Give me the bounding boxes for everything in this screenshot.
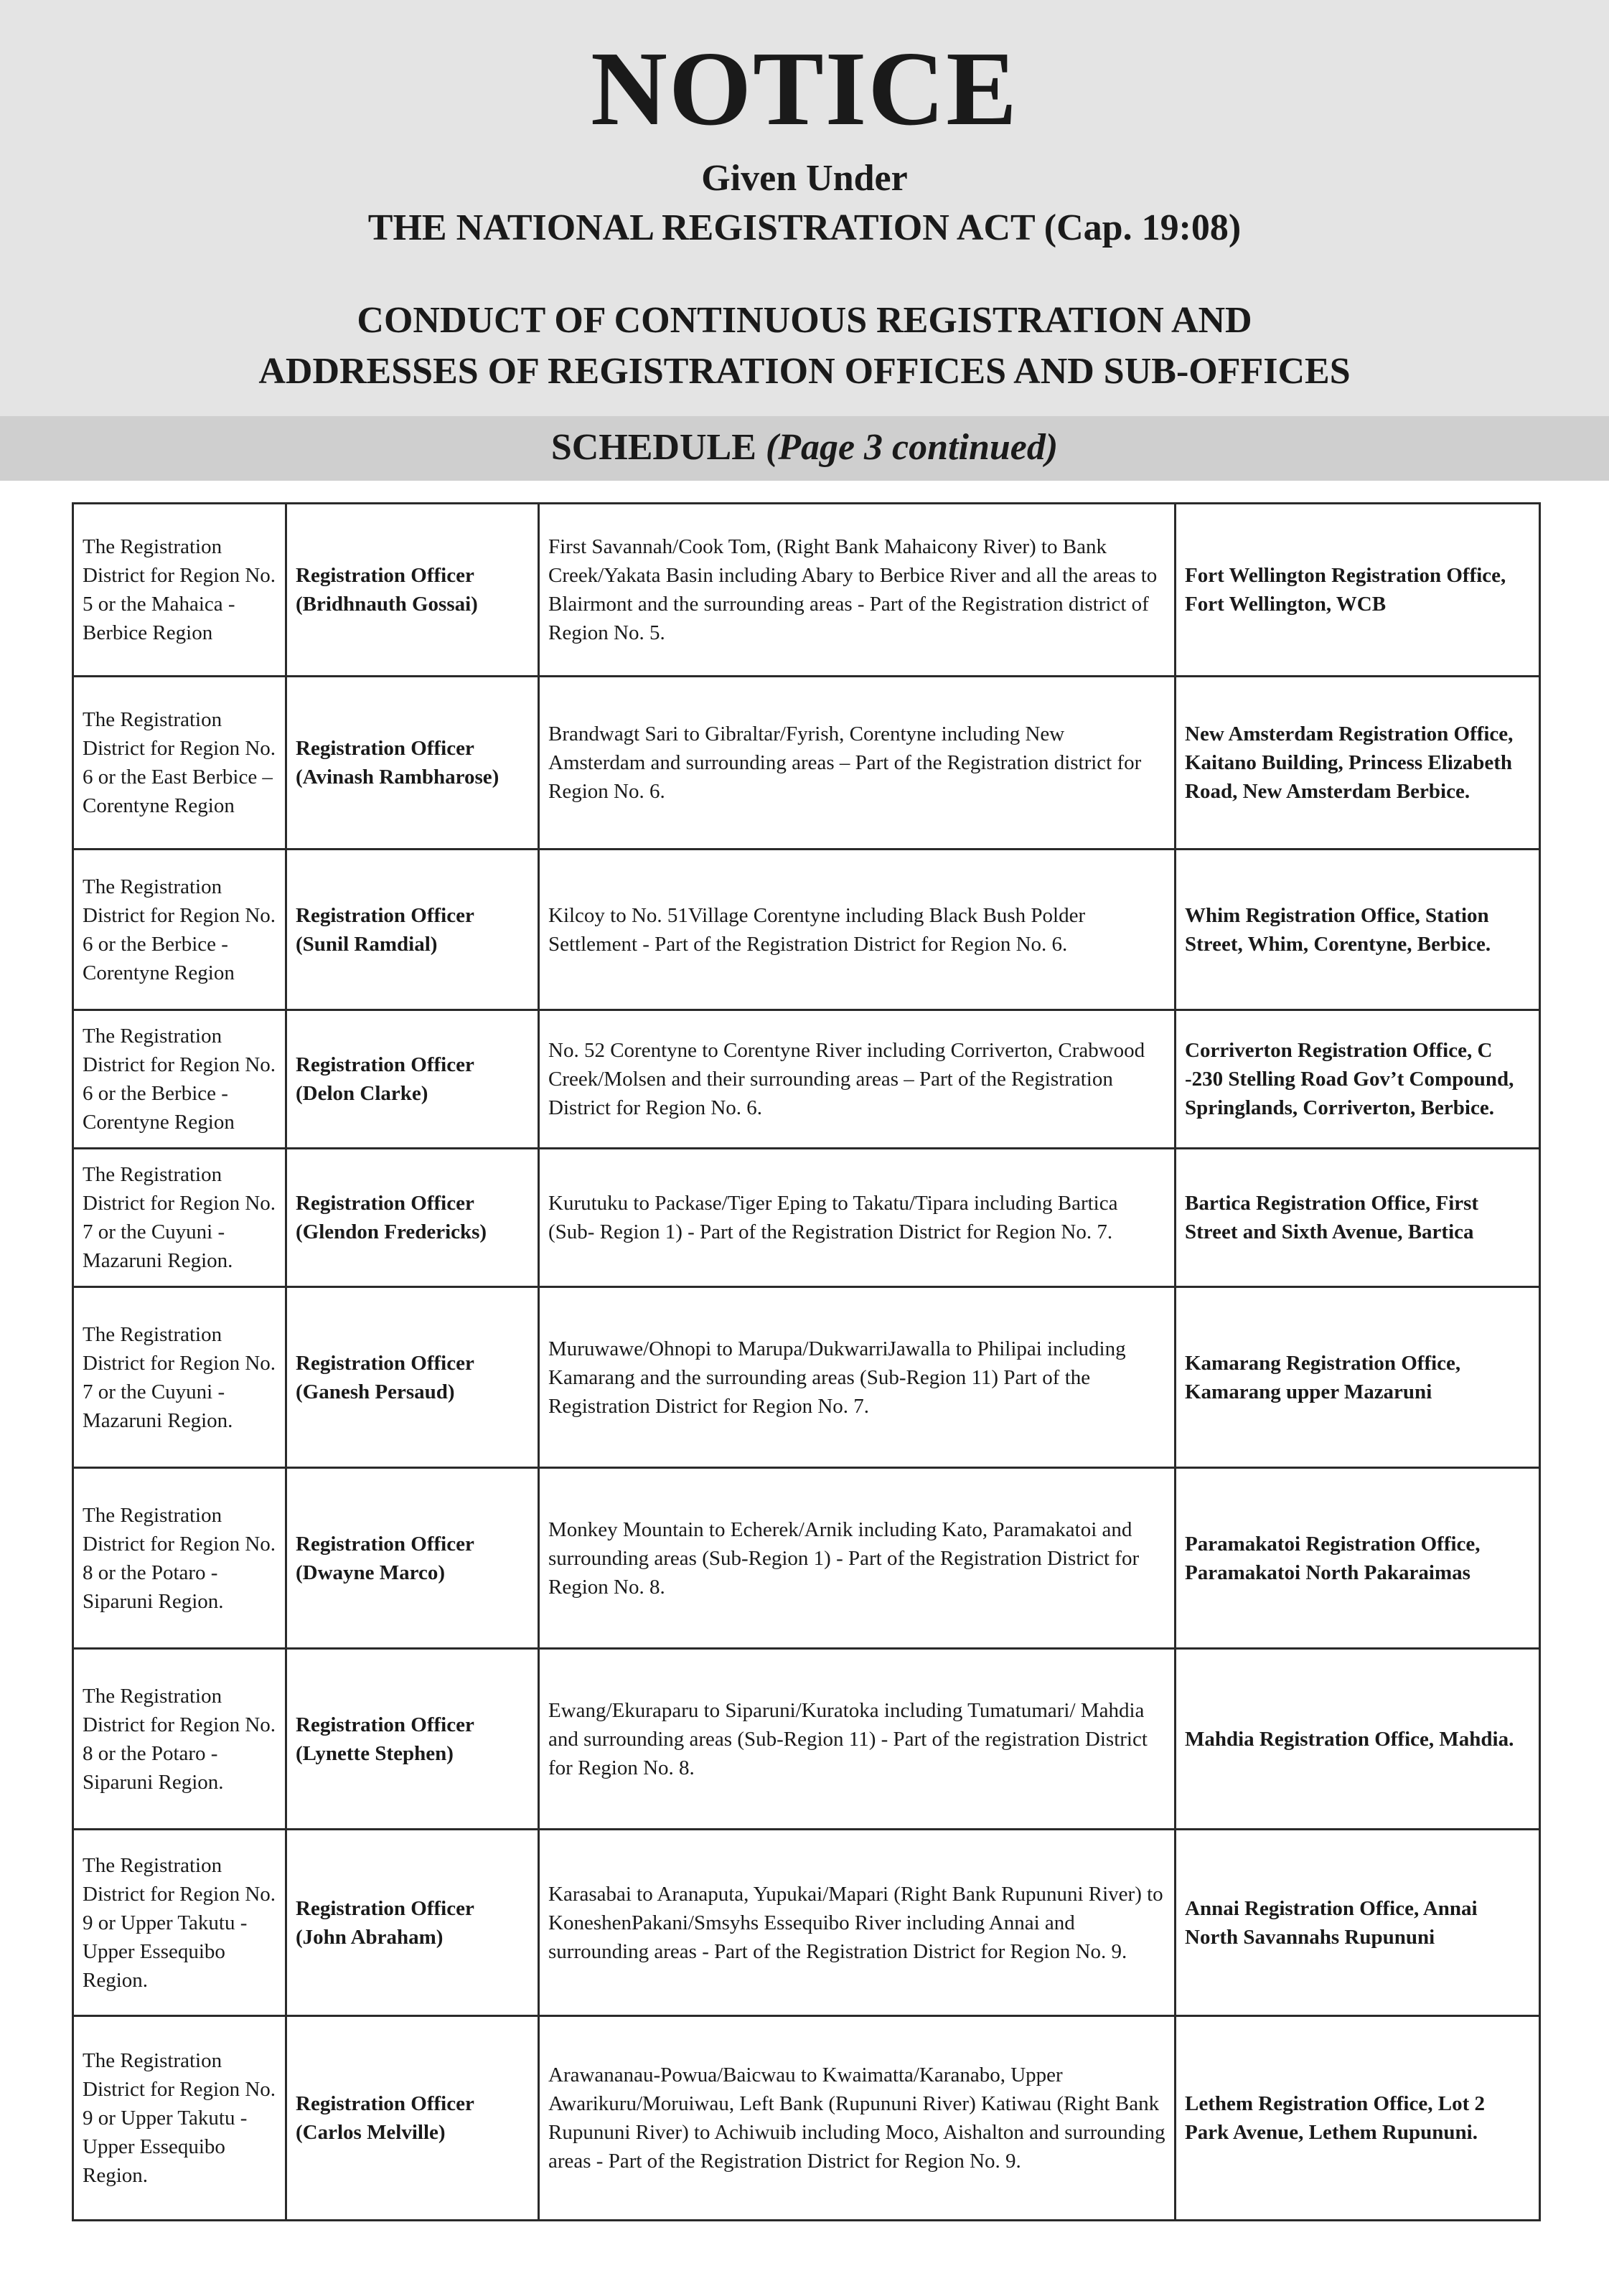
table-row (73, 1287, 1540, 1468)
area-cell: Kilcoy to No. 51Village Corentyne including Black Bush Polder Settlement - Part of the Registration District for Region No. 6. (539, 850, 1176, 1010)
table-row (73, 677, 1540, 850)
notice-header (0, 0, 1609, 416)
office-cell: Paramakatoi Registration Office, Paramakatoi North Pakaraimas (1176, 1468, 1540, 1649)
table-row (73, 850, 1540, 1010)
officer-title: Registration Officer (296, 737, 474, 760)
schedule-label: SCHEDULE (550, 427, 756, 468)
table-row (73, 1010, 1540, 1149)
officer-title: Registration Officer (296, 1053, 474, 1076)
district-cell: The Registration District for Region No. 6 or the East Berbice – Corentyne Region (73, 677, 286, 850)
area-cell: Muruwawe/Ohnopi to Marupa/DukwarriJawalla to Philipai including Kamarang and the surrounding areas (Sub-Region 11) Part of the Registration District for Region No. 7. (539, 1287, 1176, 1468)
officer-name: (Glendon Fredericks) (296, 1220, 487, 1243)
table-row (73, 1468, 1540, 1649)
officer-cell (286, 1649, 539, 1830)
notice-title: NOTICE (591, 30, 1018, 148)
district-cell: The Registration District for Region No. 8 or the Potaro - Siparuni Region. (73, 1468, 286, 1649)
area-cell: Brandwagt Sari to Gibraltar/Fyrish, Corentyne including New Amsterdam and surrounding areas – Part of the Registration district for Region No. 6. (539, 677, 1176, 850)
officer-name: (Avinash Rambharose) (296, 766, 499, 789)
district-cell: The Registration District for Region No. 6 or the Berbice - Corentyne Region (73, 850, 286, 1010)
officer-title: Registration Officer (296, 1896, 474, 1920)
district-cell: The Registration District for Region No. 7 or the Cuyuni - Mazaruni Region. (73, 1149, 286, 1287)
officer-cell (286, 1287, 539, 1468)
schedule-note: (Page 3 continued) (765, 427, 1059, 468)
officer-name: (Delon Clarke) (296, 1082, 428, 1105)
officer-cell (286, 850, 539, 1010)
schedule-table (72, 502, 1541, 2221)
officer-title: Registration Officer (296, 1351, 474, 1375)
schedule-heading (0, 429, 1609, 466)
district-cell: The Registration District for Region No. 8 or the Potaro -Siparuni Region. (73, 1649, 286, 1830)
office-cell: Corriverton Registration Office, C -230 Stelling Road Gov’t Compound, Springlands, Corriverton, Berbice. (1176, 1010, 1540, 1149)
given-under-line: Given Under (701, 158, 908, 199)
subtitle-line-1: CONDUCT OF CONTINUOUS REGISTRATION AND (357, 300, 1252, 341)
officer-title: Registration Officer (296, 2092, 474, 2115)
table-row (73, 1149, 1540, 1287)
office-cell: Kamarang Registration Office, Kamarang upper Mazaruni (1176, 1287, 1540, 1468)
officer-name: (John Abraham) (296, 1925, 444, 1949)
table-row (73, 1830, 1540, 2016)
office-cell: New Amsterdam Registration Office, Kaitano Building, Princess Elizabeth Road, New Amsterdam Berbice. (1176, 677, 1540, 850)
officer-name: (Sunil Ramdial) (296, 932, 438, 956)
officer-name: (Dwayne Marco) (296, 1561, 446, 1584)
officer-name: (Lynette Stephen) (296, 1741, 454, 1765)
officer-name: (Carlos Melville) (296, 2121, 446, 2144)
officer-cell (286, 2016, 539, 2221)
officer-cell (286, 504, 539, 677)
officer-title: Registration Officer (296, 1713, 474, 1736)
area-cell: Ewang/Ekuraparu to Siparuni/Kuratoka including Tumatumari/ Mahdia and surrounding areas (Sub-Region 11) - Part of the registration District for Region No. 8. (539, 1649, 1176, 1830)
district-cell: The Registration District for Region No. 7 or the Cuyuni - Mazaruni Region. (73, 1287, 286, 1468)
office-cell: Fort Wellington Registration Office, Fort Wellington, WCB (1176, 504, 1540, 677)
district-cell: The Registration District for Region No. 5 or the Mahaica - Berbice Region (73, 504, 286, 677)
area-cell: No. 52 Corentyne to Corentyne River including Corriverton, Crabwood Creek/Molsen and their surrounding areas – Part of the Registration District for Region No. 6. (539, 1010, 1176, 1149)
area-cell: First Savannah/Cook Tom, (Right Bank Mahaicony River) to Bank Creek/Yakata Basin including Abary to Berbice River and all the areas to Blairmont and the surrounding areas - Part of the Registration district of Region No. 5. (539, 504, 1176, 677)
table-row (73, 1649, 1540, 1830)
officer-cell (286, 1149, 539, 1287)
area-cell: Monkey Mountain to Echerek/Arnik including Kato, Paramakatoi and surrounding areas (Sub-Region 1) - Part of the Registration District for Region No. 8. (539, 1468, 1176, 1649)
officer-title: Registration Officer (296, 1192, 474, 1215)
area-cell: Karasabai to Aranaputa, Yupukai/Mapari (Right Bank Rupununi River) to KoneshenPakani/Smsyhs Essequibo River including Annai and surrounding areas - Part of the Registration District for Region No. 9. (539, 1830, 1176, 2016)
table-row (73, 2016, 1540, 2221)
area-cell: Kurutuku to Packase/Tiger Eping to Takatu/Tipara including Bartica (Sub- Region 1) - Part of the Registration District for Region No. 7. (539, 1149, 1176, 1287)
officer-cell (286, 1830, 539, 2016)
office-cell: Whim Registration Office, Station Street, Whim, Corentyne, Berbice. (1176, 850, 1540, 1010)
area-cell: Arawananau-Powua/Baicwau to Kwaimatta/Karanabo, Upper Awarikuru/Moruiwau, Left Bank (Rupununi River) Katiwau (Right Bank Rupununi River) to Achiwuib including Moco, Aishalton and surrounding areas - Part of the Registration District for Region No. 9. (539, 2016, 1176, 2221)
officer-cell (286, 1468, 539, 1649)
table-row (73, 504, 1540, 677)
officer-title: Registration Officer (296, 564, 474, 587)
office-cell: Mahdia Registration Office, Mahdia. (1176, 1649, 1540, 1830)
officer-title: Registration Officer (296, 1532, 474, 1556)
district-cell: The Registration District for Region No. 6 or the Berbice - Corentyne Region (73, 1010, 286, 1149)
officer-cell (286, 1010, 539, 1149)
subtitle-line-2: ADDRESSES OF REGISTRATION OFFICES AND SUB-OFFICES (258, 351, 1351, 392)
district-cell: The Registration District for Region No. 9 or Upper Takutu - Upper Essequibo Region. (73, 1830, 286, 2016)
office-cell: Bartica Registration Office, First Street and Sixth Avenue, Bartica (1176, 1149, 1540, 1287)
officer-cell (286, 677, 539, 850)
officer-name: (Ganesh Persaud) (296, 1380, 455, 1403)
officer-title: Registration Officer (296, 903, 474, 927)
act-line: THE NATIONAL REGISTRATION ACT (Cap. 19:08) (367, 207, 1242, 248)
officer-name: (Bridhnauth Gossai) (296, 593, 478, 616)
schedule-band (0, 416, 1609, 481)
district-cell: The Registration District for Region No. 9 or Upper Takutu - Upper Essequibo Region. (73, 2016, 286, 2221)
office-cell: Annai Registration Office, Annai North Savannahs Rupununi (1176, 1830, 1540, 2016)
office-cell: Lethem Registration Office, Lot 2 Park Avenue, Lethem Rupununi. (1176, 2016, 1540, 2221)
